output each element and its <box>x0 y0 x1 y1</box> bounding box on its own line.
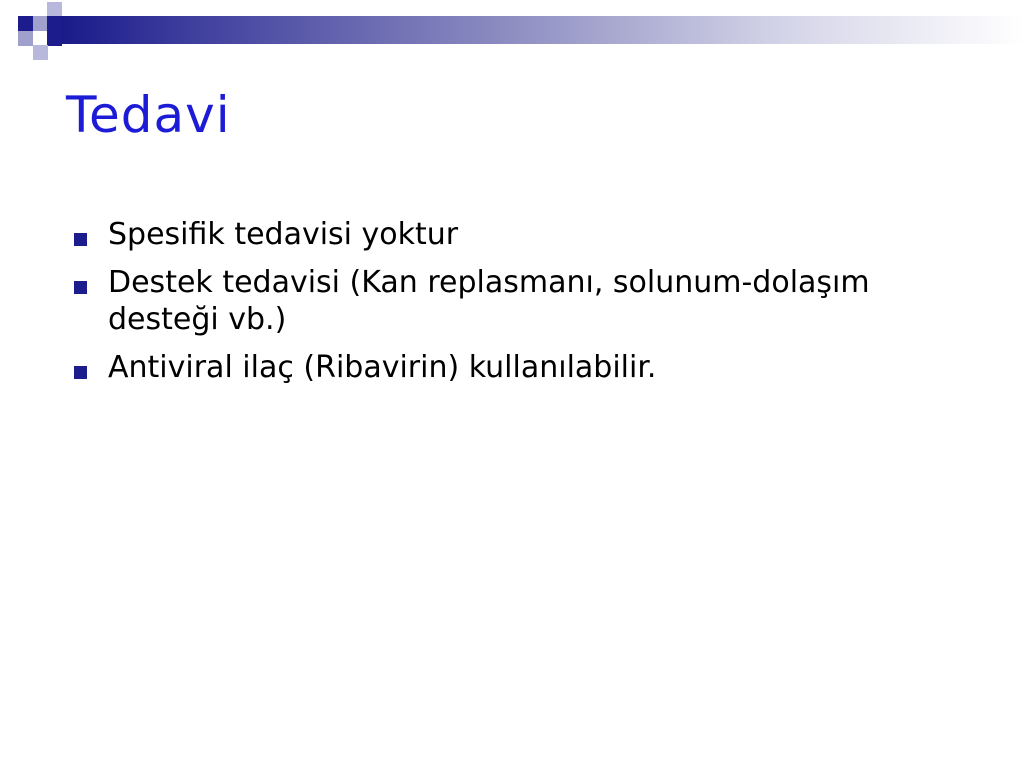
square-bullet-icon <box>74 233 87 246</box>
square-bullet-icon <box>74 281 87 294</box>
decor-square-light <box>33 16 48 31</box>
bullet-item <box>72 349 892 386</box>
decor-square-light <box>33 45 48 60</box>
bullet-item <box>72 216 892 253</box>
header-gradient-bar <box>62 16 1024 44</box>
square-bullet-icon <box>74 366 87 379</box>
decor-square-navy <box>18 16 33 31</box>
bullet-text: Destek tedavisi (Kan replasmanı, solunum-dolaşım desteği vb.) <box>108 265 870 337</box>
bullet-item <box>72 264 892 338</box>
decor-square-light <box>47 2 62 17</box>
decor-square-navy <box>47 31 62 46</box>
bullet-text: Antiviral ilaç (Ribavirin) kullanılabilir. <box>108 350 657 385</box>
slide-title: Tedavi <box>66 86 231 144</box>
bullet-list <box>72 216 892 397</box>
bullet-text: Spesifik tedavisi yoktur <box>108 217 459 252</box>
decor-square-navy <box>47 16 62 31</box>
decor-square-light <box>18 31 33 46</box>
